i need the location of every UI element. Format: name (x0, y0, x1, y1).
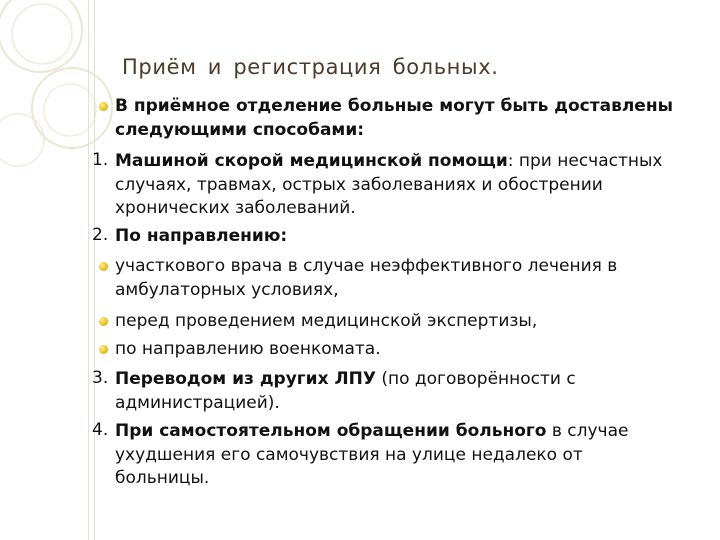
list-item-rest: : при несчастных случаях, травмах, острых заболеваниях и обострении хронических заболеваний. (115, 151, 663, 218)
list-item-number: 4. (92, 420, 109, 440)
list-item-number: 3. (92, 368, 109, 388)
list-item-text (115, 368, 675, 415)
list-item-text (115, 150, 675, 221)
list-item-text (115, 95, 675, 142)
list-item-text (115, 420, 675, 491)
bullet-dot (99, 345, 108, 354)
list-item-text (115, 338, 675, 362)
list-item-bold: Переводом из других ЛПУ (115, 369, 376, 389)
list-item-bold: При самостоятельном обращении больного (115, 421, 547, 441)
list-item-rest: участкового врача в случае неэффективного лечения в амбулаторных условиях, (115, 256, 618, 300)
slide-title: Приём и регистрация больных. (122, 55, 499, 79)
list-item-bold: В приёмное отделение больные могут быть доставлены следующими способами: (115, 96, 673, 140)
list-item-number: 2. (92, 225, 109, 245)
list-item-rest: в случае ухудшения его самочувствия на улице недалеко от больницы. (115, 421, 629, 488)
list-item-text (115, 255, 675, 302)
list-item-text (115, 225, 675, 249)
decorative-line-1 (88, 0, 89, 540)
list-item-number: 1. (92, 150, 109, 170)
list-item-text (115, 310, 675, 334)
decorative-line-2 (94, 0, 95, 540)
bullet-dot (99, 317, 108, 326)
bullet-dot (99, 262, 108, 271)
list-item-bold: По направлению: (115, 226, 288, 246)
list-item-bold: Машиной скорой медицинской помощи (115, 151, 508, 171)
list-item-rest: (по договорённости с администрацией). (115, 369, 576, 413)
decorative-circles (0, 0, 120, 200)
list-item-rest: по направлению военкомата. (115, 339, 381, 359)
bullet-dot (99, 102, 108, 111)
list-item-rest: перед проведением медицинской экспертизы, (115, 311, 538, 331)
